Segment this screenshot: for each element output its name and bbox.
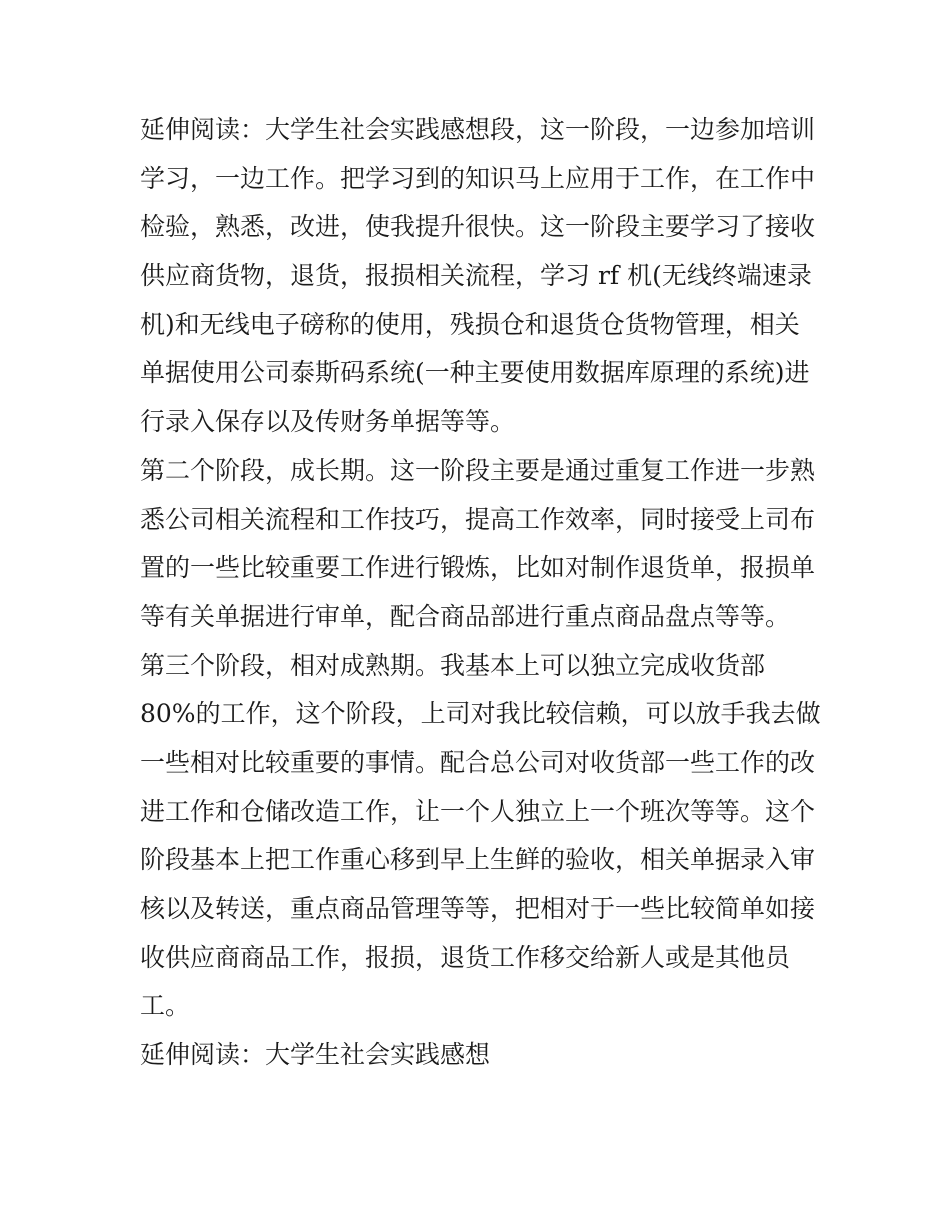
text-line: 第二个阶段，成长期。这一阶段主要是通过重复工作进一步熟	[140, 455, 816, 485]
text-line: 悉公司相关流程和工作技巧，提高工作效率，同时接受上司布	[140, 504, 816, 534]
text-line: 80%的工作，这个阶段，上司对我比较信赖，可以放手我去做	[140, 699, 821, 729]
text-line: 延伸阅读：大学生社会实践感想	[140, 1040, 491, 1070]
text-line: 进工作和仓储改造工作，让一个人独立上一个班次等等。这个	[140, 796, 816, 826]
text-line: 供应商货物，退货，报损相关流程，学习 rf 机(无线终端速录	[140, 261, 812, 291]
text-line: 等有关单据进行审单，配合商品部进行重点商品盘点等等。	[140, 601, 791, 631]
text-line: 机)和无线电子磅称的使用，残损仓和退货仓货物管理，相关	[140, 309, 800, 339]
text-line: 检验，熟悉，改进，使我提升很快。这一阶段主要学习了接收	[140, 212, 816, 242]
text-line: 置的一些比较重要工作进行锻炼，比如对制作退货单，报损单	[140, 553, 816, 583]
text-line: 延伸阅读：大学生社会实践感想段，这一阶段，一边参加培训	[140, 115, 816, 144]
text-line: 工。	[140, 991, 191, 1021]
text-line: 学习，一边工作。把学习到的知识马上应用于工作，在工作中	[140, 163, 816, 193]
text-line: 核以及转送，重点商品管理等等，把相对于一些比较简单如接	[140, 894, 816, 923]
text-line: 第三个阶段，相对成熟期。我基本上可以独立完成收货部	[140, 650, 766, 680]
document-body	[140, 106, 820, 1080]
text-line: 阶段基本上把工作重心移到早上生鲜的验收，相关单据录入审	[140, 845, 816, 875]
text-line: 行录入保存以及传财务单据等等。	[140, 407, 516, 437]
text-line: 一些相对比较重要的事情。配合总公司对收货部一些工作的改	[140, 747, 816, 777]
text-line: 收供应商商品工作，报损，退货工作移交给新人或是其他员	[140, 942, 791, 972]
text-line: 单据使用公司泰斯码系统(一种主要使用数据库原理的系统)进	[140, 358, 810, 388]
